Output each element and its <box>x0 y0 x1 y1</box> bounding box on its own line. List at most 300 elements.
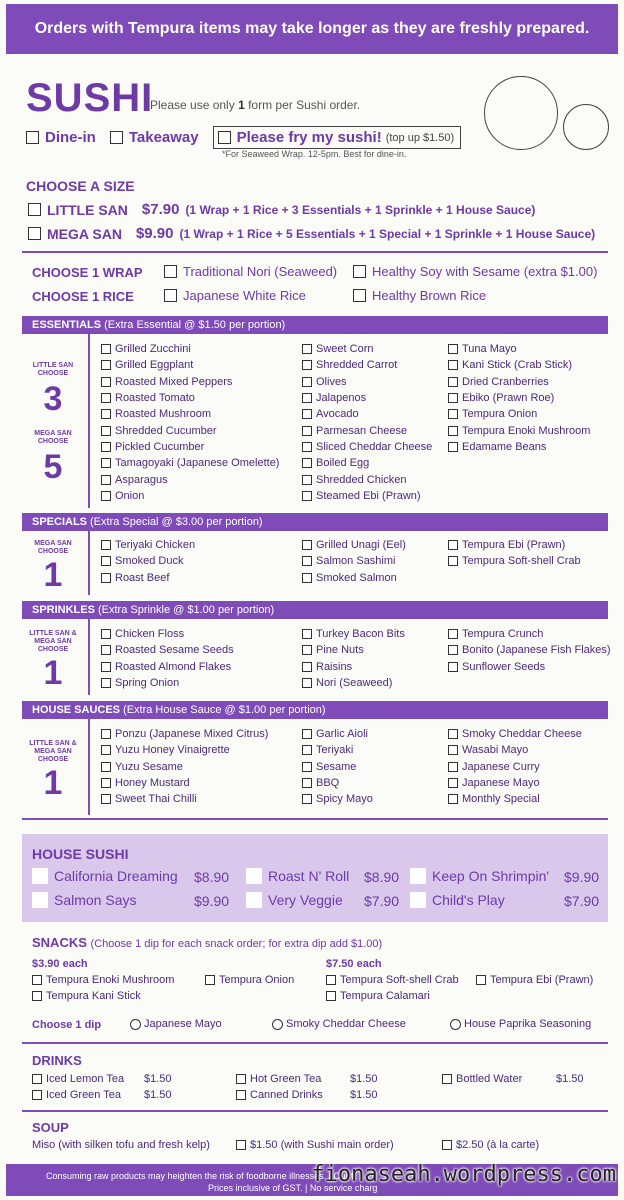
checkbox-icon[interactable] <box>448 629 458 639</box>
checkbox-icon[interactable] <box>442 1074 452 1084</box>
menu-option[interactable] <box>448 357 590 373</box>
menu-option[interactable] <box>302 642 405 658</box>
checkbox-icon[interactable] <box>302 540 312 550</box>
checkbox-icon[interactable] <box>32 991 42 1001</box>
dine-in-label: Dine-in <box>45 129 96 146</box>
little-san-option[interactable] <box>28 201 535 218</box>
menu-option[interactable] <box>302 390 432 406</box>
option-label: Spicy Mayo <box>316 793 373 806</box>
section-extra: (Extra House Sauce @ $1.00 per portion) <box>123 704 326 716</box>
checkbox-icon[interactable] <box>164 265 177 278</box>
option-label: Teriyaki <box>316 744 354 757</box>
menu-option[interactable] <box>101 759 268 775</box>
checkbox-icon[interactable] <box>101 360 111 370</box>
menu-option[interactable] <box>302 357 432 373</box>
menu-option[interactable] <box>448 791 582 807</box>
option-label: Chicken Floss <box>115 628 185 641</box>
section-title: HOUSE SAUCES <box>32 704 121 716</box>
checkbox-icon[interactable] <box>218 131 231 144</box>
checkbox-icon[interactable] <box>101 745 111 755</box>
checkbox-icon[interactable] <box>410 868 426 884</box>
menu-option[interactable] <box>101 742 268 758</box>
menu-option[interactable] <box>101 791 268 807</box>
checkbox-icon[interactable] <box>110 131 123 144</box>
option-label: Nori (Seaweed) <box>316 677 393 690</box>
checkbox-icon[interactable] <box>353 265 366 278</box>
menu-option[interactable] <box>448 390 590 406</box>
menu-option[interactable] <box>101 488 279 504</box>
sushi-title: SUSHI <box>26 76 154 120</box>
mega-san-option[interactable] <box>28 225 595 242</box>
menu-option[interactable] <box>302 791 373 807</box>
section-extra: (Extra Sprinkle @ $1.00 per portion) <box>97 604 275 616</box>
option-label: Asparagus <box>115 473 168 486</box>
option-label: Tamagoyaki (Japanese Omelette) <box>115 457 280 470</box>
checkbox-icon[interactable] <box>448 426 458 436</box>
checkbox-icon[interactable] <box>246 868 262 884</box>
checkbox-icon[interactable] <box>448 556 458 566</box>
checkbox-icon[interactable] <box>236 1090 246 1100</box>
house-sushi-item[interactable] <box>32 868 178 884</box>
checkbox-icon[interactable] <box>32 1090 42 1100</box>
checkbox-icon[interactable] <box>448 442 458 452</box>
checkbox-icon[interactable] <box>448 377 458 387</box>
option-label: Sunflower Seeds <box>462 660 546 673</box>
dip-option[interactable] <box>272 1018 406 1030</box>
checkbox-icon[interactable] <box>101 344 111 354</box>
checkbox-icon[interactable] <box>448 645 458 655</box>
wrap-label: CHOOSE 1 WRAP <box>32 265 143 280</box>
menu-option[interactable] <box>101 675 234 691</box>
checkbox-icon[interactable] <box>101 442 111 452</box>
checkbox-icon[interactable] <box>326 991 336 1001</box>
checkbox-icon[interactable] <box>302 458 312 468</box>
drink-item[interactable] <box>236 1073 321 1085</box>
sticker-circle-small <box>563 104 609 150</box>
checkbox-icon[interactable] <box>101 458 111 468</box>
checkbox-icon[interactable] <box>101 629 111 639</box>
menu-option[interactable] <box>302 374 432 390</box>
divider <box>22 1110 608 1112</box>
mega-san-choose-number: 5 <box>43 448 63 486</box>
option-label: Tempura Crunch <box>462 628 544 641</box>
option-label: Ebiko (Prawn Roe) <box>462 392 555 405</box>
snacks-note: (Choose 1 dip for each snack order; for extra dip add $1.00) <box>90 938 383 950</box>
tempura-notice-banner <box>6 4 618 54</box>
checkbox-icon[interactable] <box>26 131 39 144</box>
soup-option-label: $2.50 (à la carte) <box>456 1139 540 1151</box>
menu-option[interactable] <box>101 775 268 791</box>
menu-option[interactable] <box>101 406 279 422</box>
snack-label: Tempura Calamari <box>340 990 430 1002</box>
menu-option[interactable] <box>302 341 432 357</box>
house-sushi-item[interactable] <box>246 892 343 908</box>
checkbox-icon[interactable] <box>302 409 312 419</box>
drink-label: Bottled Water <box>456 1073 523 1085</box>
menu-option[interactable] <box>101 439 279 455</box>
menu-option[interactable] <box>448 626 611 642</box>
checkbox-icon[interactable] <box>101 393 111 403</box>
rice-option-white[interactable] <box>164 288 306 303</box>
sauces-column-2 <box>302 726 373 807</box>
rice-option-brown[interactable] <box>353 288 486 303</box>
checkbox-icon[interactable] <box>32 975 42 985</box>
menu-option[interactable] <box>101 374 279 390</box>
option-label: Tempura Onion <box>462 408 538 421</box>
checkbox-icon[interactable] <box>101 377 111 387</box>
checkbox-icon[interactable] <box>476 975 486 985</box>
option-label: Kani Stick (Crab Stick) <box>462 359 573 372</box>
sprinkles-header <box>22 601 608 619</box>
divider <box>22 818 608 820</box>
specials-column-2 <box>302 537 406 586</box>
size-desc: (1 Wrap + 1 Rice + 5 Essentials + 1 Special + 1 Sprinkle + 1 House Sauce) <box>179 226 596 241</box>
option-label: Healthy Brown Rice <box>372 288 487 303</box>
divider <box>88 531 90 595</box>
checkbox-icon[interactable] <box>101 778 111 788</box>
option-label: Onion <box>115 489 145 502</box>
soup-option-alacarte[interactable] <box>442 1139 539 1151</box>
menu-option[interactable] <box>448 553 581 569</box>
dip-label-text: House Paprika Seasoning <box>464 1018 592 1030</box>
checkbox-icon[interactable] <box>101 794 111 804</box>
menu-option[interactable] <box>448 439 590 455</box>
option-label: Garlic Aioli <box>316 728 368 741</box>
checkbox-icon[interactable] <box>101 556 111 566</box>
checkbox-icon[interactable] <box>302 377 312 387</box>
option-label: BBQ <box>316 777 340 790</box>
menu-option[interactable] <box>448 775 582 791</box>
snack-label: Tempura Enoki Mushroom <box>46 974 175 986</box>
menu-option[interactable] <box>448 341 590 357</box>
checkbox-icon[interactable] <box>32 892 48 908</box>
snack-item[interactable] <box>32 990 141 1002</box>
section-title: SPRINKLES <box>32 604 95 616</box>
option-label: Grilled Eggplant <box>115 359 194 372</box>
checkbox-icon[interactable] <box>302 794 312 804</box>
menu-option[interactable] <box>302 488 432 504</box>
radio-icon[interactable] <box>130 1019 141 1030</box>
snacks-heading: SNACKS <box>32 935 87 950</box>
takeaway-option[interactable] <box>110 129 199 146</box>
option-label: Pickled Cucumber <box>115 440 205 453</box>
menu-option[interactable] <box>101 659 234 675</box>
checkbox-icon[interactable] <box>448 360 458 370</box>
drink-label: Iced Lemon Tea <box>46 1073 125 1085</box>
drink-label: Hot Green Tea <box>250 1073 322 1085</box>
menu-option[interactable] <box>448 659 611 675</box>
checkbox-icon[interactable] <box>236 1140 246 1150</box>
menu-option[interactable] <box>302 626 405 642</box>
sauces-column-3 <box>448 726 582 807</box>
menu-option[interactable] <box>302 422 432 438</box>
size-name: MEGA SAN <box>47 225 122 242</box>
checkbox-icon[interactable] <box>302 645 312 655</box>
option-label: Ponzu (Japanese Mixed Citrus) <box>115 728 269 741</box>
house-sushi-item[interactable] <box>410 868 549 884</box>
drink-price: $1.50 <box>144 1073 172 1085</box>
option-label: Shredded Cucumber <box>115 424 217 437</box>
checkbox-icon[interactable] <box>448 762 458 772</box>
checkbox-icon[interactable] <box>302 662 312 672</box>
drinks-title: DRINKS <box>32 1053 82 1068</box>
option-label: Boiled Egg <box>316 457 370 470</box>
menu-option[interactable] <box>101 341 279 357</box>
checkbox-icon[interactable] <box>353 289 366 302</box>
fry-price: (top up $1.50) <box>385 131 455 144</box>
mega-san-choose-label: MEGA SAN CHOOSE <box>34 430 72 445</box>
option-label: Pine Nuts <box>316 644 364 657</box>
checkbox-icon[interactable] <box>302 729 312 739</box>
menu-option[interactable] <box>302 406 432 422</box>
menu-option[interactable] <box>101 390 279 406</box>
fry-footnote: *For Seaweed Wrap. 12-5pm. Best for dine-in. <box>222 149 407 159</box>
menu-option[interactable] <box>302 553 406 569</box>
checkbox-icon[interactable] <box>101 762 111 772</box>
soup-option-main[interactable] <box>236 1139 394 1151</box>
radio-icon[interactable] <box>450 1019 461 1030</box>
little-san-choose-label: LITTLE SAN CHOOSE <box>32 362 74 377</box>
drink-item[interactable] <box>32 1073 124 1085</box>
checkbox-icon[interactable] <box>101 573 111 583</box>
menu-option[interactable] <box>101 642 234 658</box>
little-san-choose-number: 3 <box>43 380 63 418</box>
checkbox-icon[interactable] <box>101 540 111 550</box>
drink-price: $1.50 <box>556 1073 584 1085</box>
section-title: ESSENTIALS <box>32 319 102 331</box>
option-label: Japanese White Rice <box>183 288 306 303</box>
menu-option[interactable] <box>448 642 611 658</box>
option-label: Roasted Mixed Peppers <box>115 375 233 388</box>
sauces-header <box>22 701 608 719</box>
menu-option[interactable] <box>302 570 406 586</box>
option-label: Sweet Thai Chilli <box>115 793 197 806</box>
checkbox-icon[interactable] <box>442 1140 452 1150</box>
checkbox-icon[interactable] <box>246 892 262 908</box>
drink-item[interactable] <box>32 1089 121 1101</box>
item-name: Salmon Says <box>54 892 137 908</box>
drink-price: $1.50 <box>350 1073 378 1085</box>
menu-option[interactable] <box>302 537 406 553</box>
menu-option[interactable] <box>302 471 432 487</box>
option-label: Wasabi Mayo <box>462 744 529 757</box>
menu-option[interactable] <box>448 759 582 775</box>
specials-choose-number: 1 <box>43 556 63 594</box>
option-label: Jalapenos <box>316 392 367 405</box>
checkbox-icon[interactable] <box>302 442 312 452</box>
snack-item[interactable] <box>32 974 174 986</box>
snack-item[interactable] <box>476 974 593 986</box>
essentials-column-2 <box>302 341 432 504</box>
snacks-group2-price: $7.50 each <box>326 958 382 970</box>
sushi-form-note <box>150 98 360 112</box>
menu-option[interactable] <box>448 422 590 438</box>
checkbox-icon[interactable] <box>236 1074 246 1084</box>
wrap-option-nori[interactable] <box>164 264 337 279</box>
sprinkles-column-2 <box>302 626 405 691</box>
snack-label: Tempura Onion <box>219 974 295 986</box>
option-label: Tuna Mayo <box>462 343 517 356</box>
divider <box>22 251 608 253</box>
menu-option[interactable] <box>101 726 268 742</box>
checkbox-icon[interactable] <box>32 868 48 884</box>
dip-option[interactable] <box>450 1018 591 1030</box>
checkbox-icon[interactable] <box>302 745 312 755</box>
checkbox-icon[interactable] <box>32 1074 42 1084</box>
item-name: Roast N' Roll <box>268 868 350 884</box>
menu-option[interactable] <box>101 471 279 487</box>
fry-label: Please fry my sushi! <box>236 129 382 146</box>
menu-option[interactable] <box>101 626 234 642</box>
soup-option-label: $1.50 (with Sushi main order) <box>250 1139 394 1151</box>
checkbox-icon[interactable] <box>101 729 111 739</box>
size-title: CHOOSE A SIZE <box>26 178 135 194</box>
menu-option[interactable] <box>302 439 432 455</box>
dip-label-text: Smoky Cheddar Cheese <box>286 1018 406 1030</box>
drink-label: Iced Green Tea <box>46 1089 122 1101</box>
checkbox-icon[interactable] <box>302 393 312 403</box>
note-text-end: form per Sushi order. <box>244 98 361 112</box>
snack-item[interactable] <box>205 974 294 986</box>
rice-label: CHOOSE 1 RICE <box>32 289 134 304</box>
house-sushi-item[interactable] <box>246 868 349 884</box>
sprinkles-choose-number: 1 <box>43 654 63 692</box>
snack-label: Tempura Ebi (Prawn) <box>490 974 594 986</box>
menu-option[interactable] <box>302 455 432 471</box>
option-label: Sweet Corn <box>316 343 374 356</box>
snack-item[interactable] <box>326 990 430 1002</box>
checkbox-icon[interactable] <box>302 475 312 485</box>
option-label: Olives <box>316 375 347 388</box>
checkbox-icon[interactable] <box>302 491 312 501</box>
menu-option[interactable] <box>448 537 581 553</box>
option-label: Steamed Ebi (Prawn) <box>316 489 421 502</box>
item-name: California Dreaming <box>54 868 178 884</box>
option-label: Smoky Cheddar Cheese <box>462 728 582 741</box>
checkbox-icon[interactable] <box>302 360 312 370</box>
checkbox-icon[interactable] <box>448 393 458 403</box>
menu-option[interactable] <box>302 659 405 675</box>
house-sushi-item[interactable] <box>32 892 136 908</box>
checkbox-icon[interactable] <box>101 678 111 688</box>
menu-option[interactable] <box>302 726 373 742</box>
drink-label: Canned Drinks <box>250 1089 323 1101</box>
checkbox-icon[interactable] <box>448 540 458 550</box>
wrap-option-soy[interactable] <box>353 264 597 279</box>
checkbox-icon[interactable] <box>101 426 111 436</box>
option-label: Dried Cranberries <box>462 375 549 388</box>
order-type-row <box>26 126 461 149</box>
option-label: Edamame Beans <box>462 440 547 453</box>
option-label: Turkey Bacon Bits <box>316 628 405 641</box>
checkbox-icon[interactable] <box>101 662 111 672</box>
checkbox-icon[interactable] <box>448 662 458 672</box>
option-label: Tempura Soft-shell Crab <box>462 555 581 568</box>
menu-option[interactable] <box>101 422 279 438</box>
checkbox-icon[interactable] <box>302 778 312 788</box>
checkbox-icon[interactable] <box>101 475 111 485</box>
drink-item[interactable] <box>442 1073 522 1085</box>
menu-option[interactable] <box>302 775 373 791</box>
divider <box>88 719 90 815</box>
fry-sushi-option[interactable] <box>213 126 462 149</box>
item-name: Keep On Shrimpin' <box>432 868 550 884</box>
menu-option[interactable] <box>448 374 590 390</box>
option-label: Traditional Nori (Seaweed) <box>183 264 338 279</box>
checkbox-icon[interactable] <box>410 892 426 908</box>
checkbox-icon[interactable] <box>302 629 312 639</box>
checkbox-icon[interactable] <box>101 645 111 655</box>
checkbox-icon[interactable] <box>448 344 458 354</box>
section-extra: (Extra Special @ $3.00 per portion) <box>90 516 263 528</box>
checkbox-icon[interactable] <box>205 975 215 985</box>
menu-option[interactable] <box>302 759 373 775</box>
item-price: $9.90 <box>194 893 230 909</box>
menu-option[interactable] <box>101 553 195 569</box>
option-label: Monthly Special <box>462 793 540 806</box>
menu-option[interactable] <box>101 537 195 553</box>
checkbox-icon[interactable] <box>302 344 312 354</box>
checkbox-icon[interactable] <box>101 409 111 419</box>
drink-item[interactable] <box>236 1089 323 1101</box>
radio-icon[interactable] <box>272 1019 283 1030</box>
size-price: $7.90 <box>141 201 180 218</box>
note-bold: 1 <box>238 98 245 112</box>
item-name: Very Veggie <box>268 892 343 908</box>
checkbox-icon[interactable] <box>302 556 312 566</box>
snack-item[interactable] <box>326 974 459 986</box>
option-label: Raisins <box>316 660 353 673</box>
menu-option[interactable] <box>302 675 405 691</box>
checkbox-icon[interactable] <box>448 745 458 755</box>
checkbox-icon[interactable] <box>302 678 312 688</box>
checkbox-icon[interactable] <box>448 778 458 788</box>
checkbox-icon[interactable] <box>28 227 41 240</box>
checkbox-icon[interactable] <box>302 426 312 436</box>
option-label: Avocado <box>316 408 359 421</box>
checkbox-icon[interactable] <box>101 491 111 501</box>
specials-choose-label: MEGA SAN CHOOSE <box>34 540 72 555</box>
soup-title: SOUP <box>32 1120 69 1135</box>
checkbox-icon[interactable] <box>28 203 41 216</box>
divider <box>88 619 90 695</box>
item-price: $7.90 <box>564 893 600 909</box>
checkbox-icon[interactable] <box>448 409 458 419</box>
dip-option[interactable] <box>130 1018 222 1030</box>
menu-option[interactable] <box>448 742 582 758</box>
checkbox-icon[interactable] <box>326 975 336 985</box>
checkbox-icon[interactable] <box>302 573 312 583</box>
checkbox-icon[interactable] <box>164 289 177 302</box>
dine-in-option[interactable] <box>26 129 96 146</box>
option-label: Parmesan Cheese <box>316 424 408 437</box>
checkbox-icon[interactable] <box>448 794 458 804</box>
menu-option[interactable] <box>101 570 195 586</box>
checkbox-icon[interactable] <box>448 729 458 739</box>
option-label: Teriyaki Chicken <box>115 539 196 552</box>
option-label: Shredded Carrot <box>316 359 398 372</box>
option-label: Tempura Enoki Mushroom <box>462 424 591 437</box>
menu-option[interactable] <box>101 357 279 373</box>
option-label: Honey Mustard <box>115 777 190 790</box>
essentials-column-3 <box>448 341 590 455</box>
menu-option[interactable] <box>101 455 279 471</box>
checkbox-icon[interactable] <box>302 762 312 772</box>
menu-option[interactable] <box>448 406 590 422</box>
menu-option[interactable] <box>448 726 582 742</box>
menu-option[interactable] <box>302 742 373 758</box>
house-sushi-item[interactable] <box>410 892 505 908</box>
